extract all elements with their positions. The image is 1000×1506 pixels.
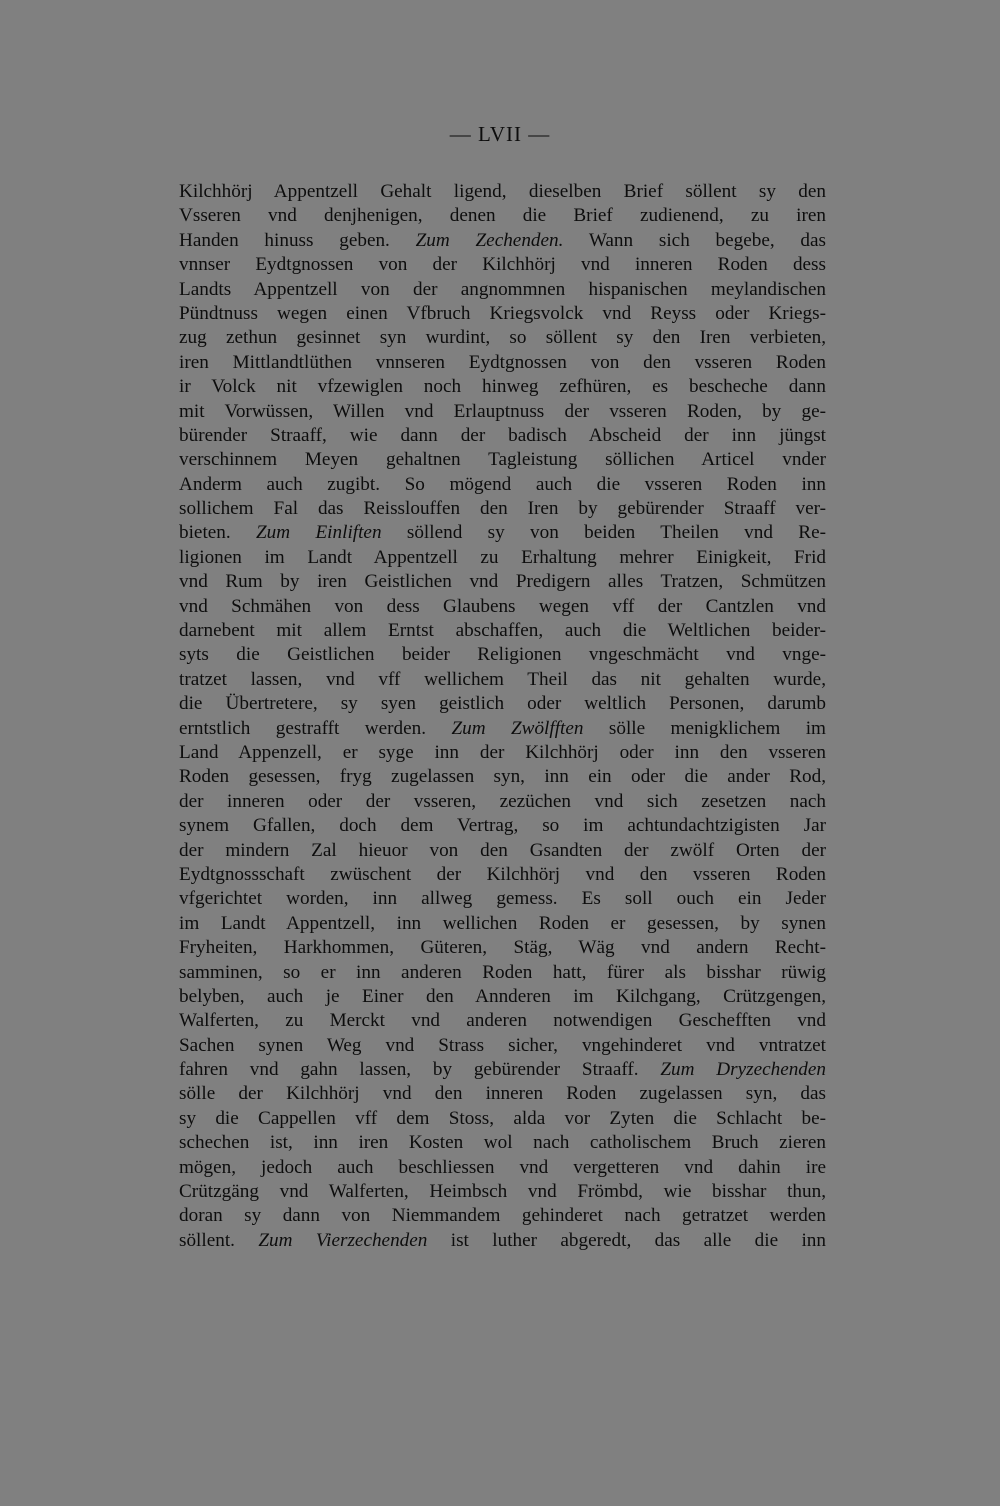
text-line — [179, 863, 826, 887]
text-line — [179, 1034, 826, 1058]
text-line — [179, 400, 826, 424]
text-run: ist luther abgeredt, das alle die inn — [427, 1229, 826, 1251]
section-heading: Zum Dryzechenden — [660, 1059, 827, 1081]
text-line — [179, 1204, 826, 1228]
text-line — [179, 961, 826, 985]
text-line — [179, 765, 826, 789]
text-line — [179, 180, 826, 204]
text-run: der inneren oder der vsseren, zezüchen vnd sich zesetzen nach — [179, 790, 826, 812]
text-line — [179, 1156, 826, 1180]
text-line — [179, 1058, 826, 1082]
text-run: schechen ist, inn iren Kosten wol nach catholischem Bruch zieren — [179, 1132, 826, 1154]
text-run: vnd Schmähen von dess Glaubens wegen vff der Cantzlen vnd — [179, 595, 826, 617]
text-run: vnnser Eydtgnossen von der Kilchhörj vnd inneren Roden dess — [179, 254, 826, 276]
text-run: belyben, auch je Einer den Annderen im Kilchgang, Crützgengen, — [179, 985, 826, 1007]
text-run: darnebent mit allem Erntst abschaffen, auch die Weltlichen beider- — [179, 620, 826, 642]
section-heading: Zum Vierzechenden — [258, 1229, 428, 1251]
text-run: iren Mittlandtlüthen vnnseren Eydtgnossen von den vsseren Roden — [179, 351, 826, 373]
text-line — [179, 1009, 826, 1033]
text-line — [179, 643, 826, 667]
text-line — [179, 619, 826, 643]
text-run: Landts Appentzell von der angnommnen hispanischen meylandischen — [179, 278, 826, 300]
text-line — [179, 839, 826, 863]
text-run: söllend sy von beiden Theilen vnd Re- — [381, 522, 826, 544]
text-run: Anderm auch zugibt. So mögend auch die vsseren Roden inn — [179, 473, 826, 495]
text-run: Vsseren vnd denjhenigen, denen die Brief zudienend, zu iren — [179, 205, 826, 227]
text-line — [179, 887, 826, 911]
text-line — [179, 741, 826, 765]
text-run: erntstlich gestrafft werden. — [179, 717, 452, 739]
text-run: Pündtnuss wegen einen Vfbruch Kriegsvolck vnd Reyss oder Kriegs- — [179, 302, 826, 324]
text-run: Sachen synen Weg vnd Strass sicher, vngehinderet vnd vntratzet — [179, 1034, 826, 1056]
page-number: — LVII — — [449, 122, 551, 146]
text-run: tratzet lassen, vnd vff wellichem Theil das nit gehalten wurde, — [179, 668, 826, 690]
section-heading: Zum Einliften — [256, 522, 382, 544]
text-run: ir Volck nit vfzewiglen noch hinweg zefhüren, es bescheche dann — [179, 376, 826, 398]
text-line — [179, 253, 826, 277]
text-run: ligionen im Landt Appentzell zu Erhaltung mehrer Einigkeit, Frid — [179, 546, 826, 568]
text-run: vnd Rum by iren Geistlichen vnd Predigern alles Tratzen, Schmützen — [179, 571, 826, 593]
text-run: verschinnem Meyen gehaltnen Tagleistung söllichen Articel vnder — [179, 449, 826, 471]
text-line — [179, 375, 826, 399]
text-run: söllent. — [179, 1229, 259, 1251]
text-run: synem Gfallen, doch dem Vertrag, so im achtundachtzigisten Jar — [179, 815, 826, 837]
section-heading: Zum Zechenden. — [415, 229, 564, 251]
text-run: Wann sich begebe, das — [563, 229, 827, 251]
text-line — [179, 668, 826, 692]
text-run: fahren vnd gahn lassen, by gebürender Straaff. — [179, 1059, 661, 1081]
body-text — [179, 180, 826, 1253]
text-line — [179, 1107, 826, 1131]
text-line — [179, 521, 826, 545]
text-line — [179, 229, 826, 253]
text-line — [179, 717, 826, 741]
text-run: samminen, so er inn anderen Roden hatt, fürer als bisshar rüwig — [179, 961, 826, 983]
text-run: mögen, jedoch auch beschliessen vnd vergetteren vnd dahin ire — [179, 1156, 826, 1178]
text-run: sy die Cappellen vff dem Stoss, alda vor Zyten die Schlacht be- — [179, 1107, 826, 1129]
text-line — [179, 448, 826, 472]
text-run: sölle der Kilchhörj vnd den inneren Roden zugelassen syn, das — [179, 1083, 826, 1105]
text-line — [179, 278, 826, 302]
text-line — [179, 692, 826, 716]
text-run: Eydtgnossschaft zwüschent der Kilchhörj vnd den vsseren Roden — [179, 863, 826, 885]
text-run: sollichem Fal das Reisslouffen den Iren by gebürender Straaff ver- — [179, 498, 826, 520]
text-line — [179, 497, 826, 521]
text-run: Walferten, zu Merckt vnd anderen notwendigen Geschefften vnd — [179, 1010, 826, 1032]
text-run: Handen hinuss geben. — [179, 229, 416, 251]
text-line — [179, 595, 826, 619]
text-run: vfgerichtet worden, inn allweg gemess. Es soll ouch ein Jeder — [179, 888, 826, 910]
text-run: im Landt Appentzell, inn wellichen Roden er gesessen, by synen — [179, 912, 826, 934]
text-run: sölle menigklichem im — [583, 717, 826, 739]
text-line — [179, 546, 826, 570]
text-run: bürender Straaff, wie dann der badisch Abscheid der inn jüngst — [179, 424, 826, 446]
section-heading: Zum Zwölfften — [451, 717, 584, 739]
text-run: Fryheiten, Harkhommen, Güteren, Stäg, Wäg vnd andern Recht- — [179, 937, 826, 959]
text-line — [179, 204, 826, 228]
text-run: Crützgäng vnd Walferten, Heimbsch vnd Frömbd, wie bisshar thun, — [179, 1181, 826, 1203]
text-line — [179, 424, 826, 448]
text-line — [179, 814, 826, 838]
text-line — [179, 1131, 826, 1155]
text-run: zug zethun gesinnet syn wurdint, so söllent sy den Iren verbieten, — [179, 327, 826, 349]
text-line — [179, 1229, 826, 1253]
text-run: die Übertretere, sy syen geistlich oder weltlich Personen, darumb — [179, 693, 826, 715]
text-run: Kilchhörj Appentzell Gehalt ligend, dieselben Brief söllent sy den — [179, 181, 826, 202]
text-run: syts die Geistlichen beider Religionen vngeschmächt vnd vnge- — [179, 644, 826, 666]
text-run: doran sy dann von Niemmandem gehinderet nach getratzet werden — [179, 1205, 826, 1227]
text-line — [179, 570, 826, 594]
text-line — [179, 912, 826, 936]
text-run: Land Appenzell, er syge inn der Kilchhörj oder inn den vsseren — [179, 741, 826, 763]
text-line — [179, 936, 826, 960]
text-run: der mindern Zal hieuor von den Gsandten der zwölf Orten der — [179, 839, 826, 861]
text-line — [179, 326, 826, 350]
text-line — [179, 1082, 826, 1106]
text-run: Roden gesessen, fryg zugelassen syn, inn ein oder die ander Rod, — [179, 766, 826, 788]
text-line — [179, 1180, 826, 1204]
text-line — [179, 351, 826, 375]
text-line — [179, 473, 826, 497]
text-run: mit Vorwüssen, Willen vnd Erlauptnuss der vsseren Roden, by ge- — [179, 400, 826, 422]
text-run: bieten. — [179, 522, 257, 544]
text-line — [179, 790, 826, 814]
text-line — [179, 302, 826, 326]
text-line — [179, 985, 826, 1009]
